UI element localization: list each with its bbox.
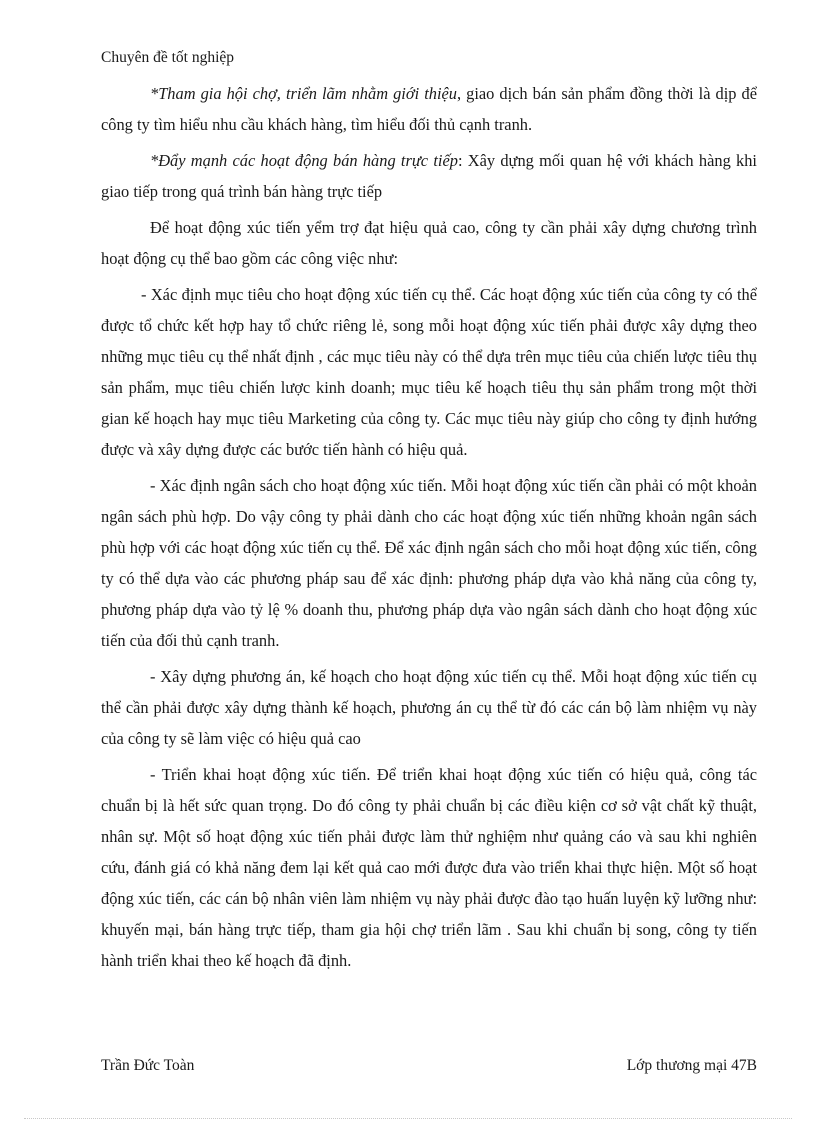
paragraph-objectives: - Xác định mục tiêu cho hoạt động xúc tiến cụ thể. Các hoạt động xúc tiến của công ty có thể được tổ chức kết hợp hay tổ chức riêng lẻ, song mỗi hoạt động xúc tiến phải được xây dựng theo những mục tiêu cụ thể nhất định , các mục tiêu này có thể dựa trên mục tiêu của chiến lược tiêu thụ sản phẩm, mục tiêu chiến lược kinh doanh; mục tiêu kế hoạch tiêu thụ sản phẩm trong một thời gian kế hoạch hay mục tiêu Marketing của công ty. Các mục tiêu này giúp cho công ty định hướng được và xây dựng được các bước tiến hành có hiệu quả. — [101, 285, 757, 459]
document-body — [101, 78, 757, 981]
paragraph-trade-fair — [101, 78, 757, 140]
italic-heading: *Đẩy mạnh các hoạt động bán hàng trực tiếp — [150, 151, 458, 170]
page-header: Chuyên đề tốt nghiệp — [101, 49, 235, 66]
paragraph-budget: - Xác định ngân sách cho hoạt động xúc tiến. Mỗi hoạt động xúc tiến cần phải có một khoản ngân sách phù hợp. Do vậy công ty phải dành cho các hoạt động xúc tiến những khoản ngân sách phù hợp với các hoạt động xúc tiến cụ thể. Để xác định ngân sách cho mỗi hoạt động xúc tiến, công ty có thể dựa vào các phương pháp sau để xác định: phương pháp dựa vào khả năng của công ty, phương pháp dựa vào tỷ lệ % doanh thu, phương pháp dựa vào ngân sách dành cho hoạt động xúc tiến của đối thủ cạnh tranh. — [101, 476, 757, 650]
paragraph-text: : Xây dựng mối quan hệ với khách hàng khi giao tiếp trong quá trình bán hàng trực tiếp — [101, 151, 757, 201]
paragraph-implementation: - Triển khai hoạt động xúc tiến. Để triển khai hoạt động xúc tiến có hiệu quả, công tác chuẩn bị là hết sức quan trọng. Do đó công ty phải chuẩn bị các điều kiện cơ sở vật chất kỹ thuật, nhân sự. Một số hoạt động xúc tiến phải được làm thử nghiệm như quảng cáo và sau khi nghiên cứu, đánh giá có khả năng đem lại kết quả cao mới được đưa vào triển khai thực hiện. Một số hoạt động xúc tiến, các cán bộ nhân viên làm nhiệm vụ này phải được đào tạo huấn luyện kỹ lưỡng như: khuyến mại, bán hàng trực tiếp, tham gia hội chợ triển lãm . Sau khi chuẩn bị song, công ty tiến hành triển khai theo kế hoạch đã định. — [101, 765, 757, 970]
paragraph-program-intro: Để hoạt động xúc tiến yểm trợ đạt hiệu quả cao, công ty cần phải xây dựng chương trình hoạt động cụ thể bao gồm các công việc như: — [101, 218, 757, 268]
page-bottom-rule — [24, 1118, 792, 1119]
italic-heading: *Tham gia hội chợ, triển lãm nhằm giới thiệu — [150, 84, 457, 103]
paragraph-text: , giao dịch bán sản phẩm đồng thời là dịp để công ty tìm hiểu nhu cầu khách hàng, tìm hiểu đối thủ cạnh tranh. — [101, 84, 757, 134]
page-footer — [101, 1056, 757, 1076]
paragraph-direct-sales — [101, 145, 757, 207]
footer-class: Lớp thương mại 47B — [626, 1057, 757, 1074]
footer-author: Trần Đức Toàn — [101, 1057, 195, 1074]
paragraph-plan: - Xây dựng phương án, kế hoạch cho hoạt động xúc tiến cụ thể. Mỗi hoạt động xúc tiến cụ thể cần phải được xây dựng thành kế hoạch, phương án cụ thể từ đó các cán bộ làm nhiệm vụ này của công ty sẽ làm việc có hiệu quả cao — [101, 667, 757, 748]
